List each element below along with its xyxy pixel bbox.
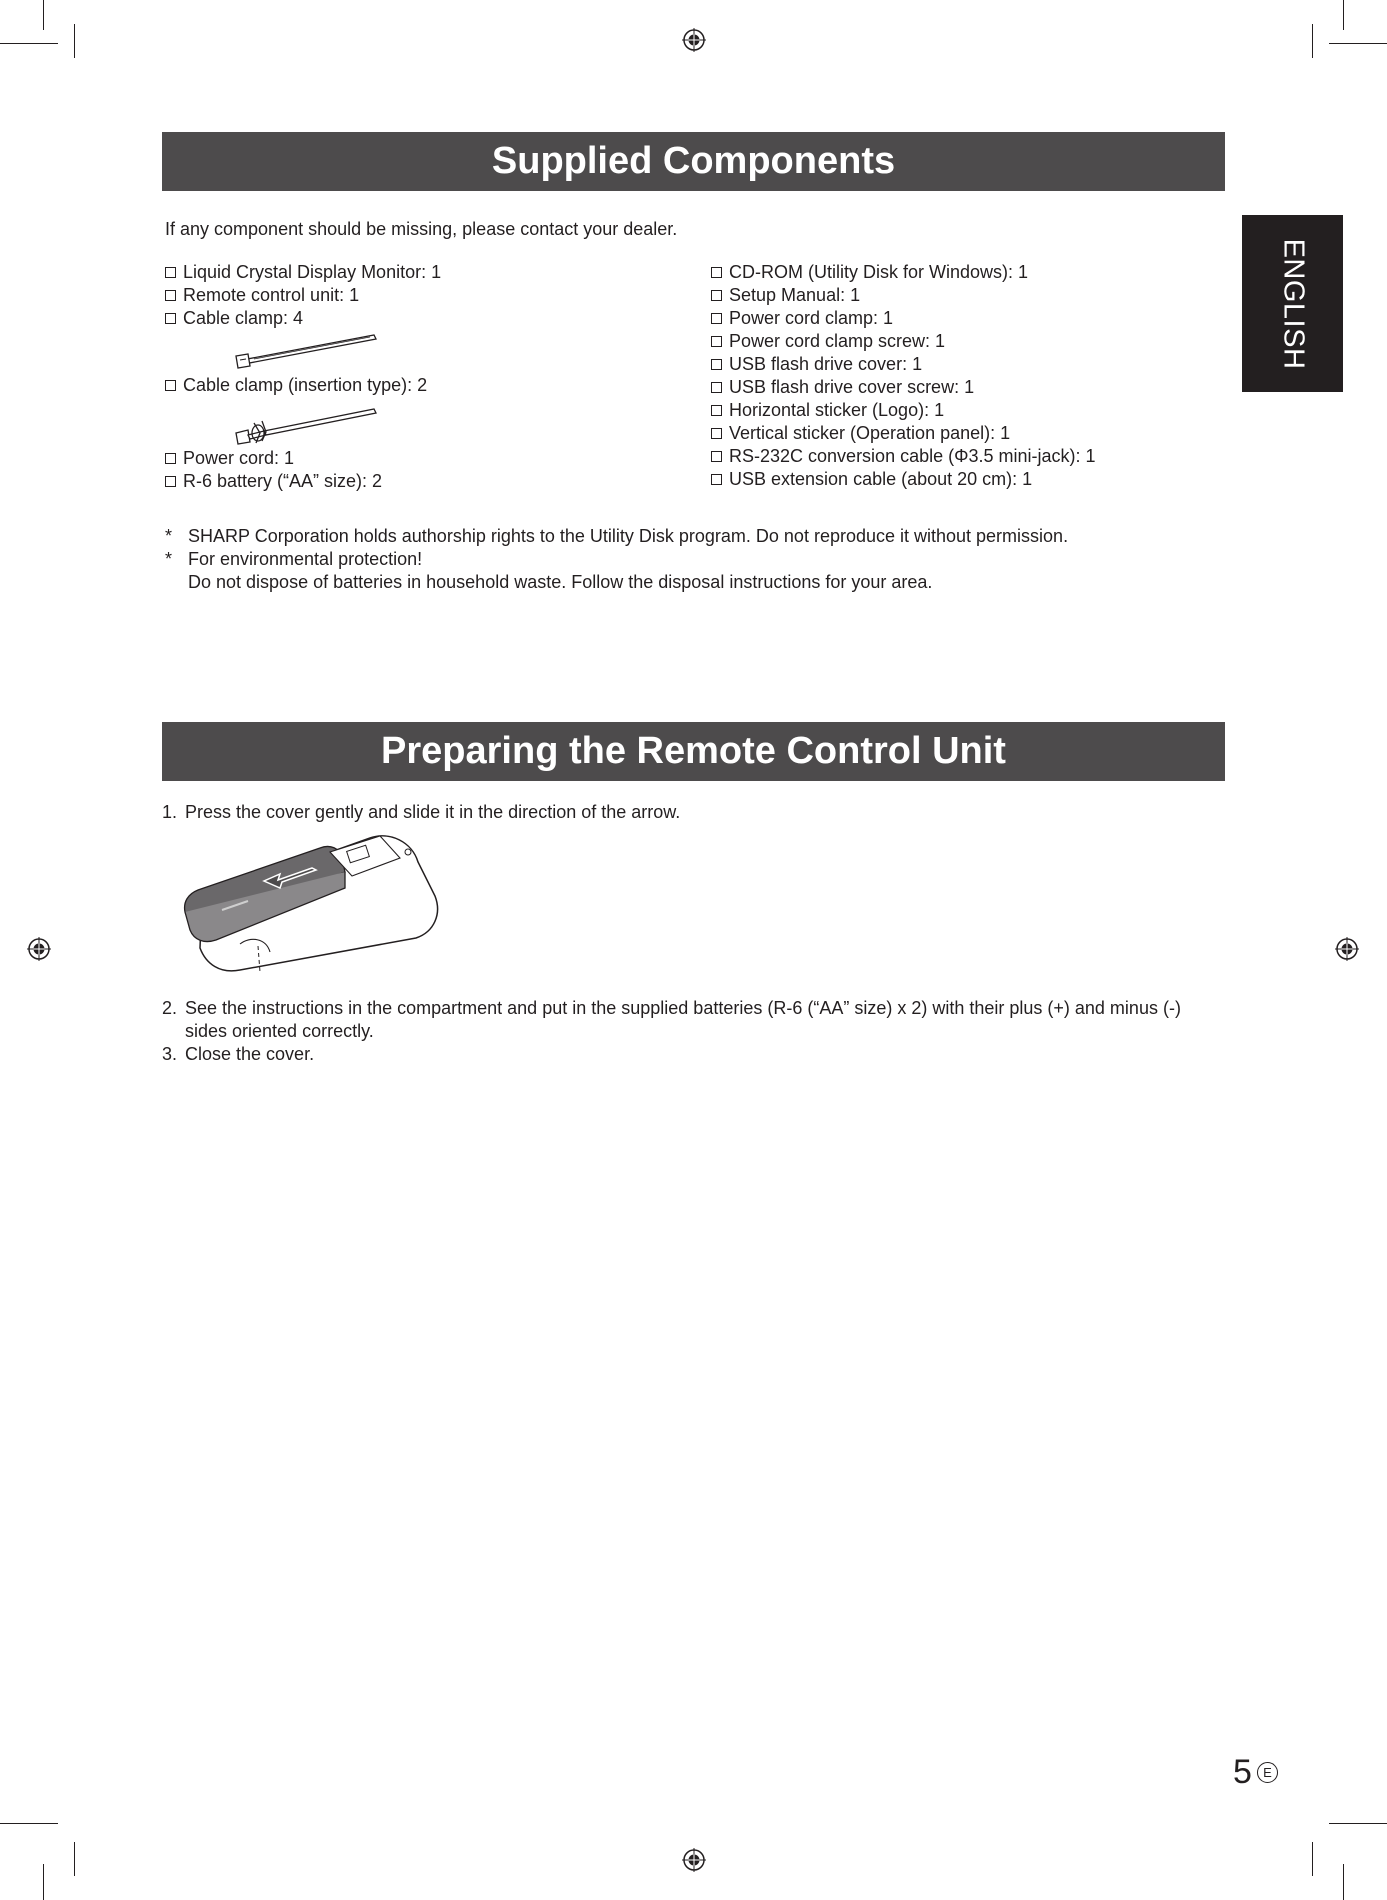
- checkbox-icon: [711, 382, 722, 393]
- language-tab: [1242, 215, 1343, 392]
- list-item: Power cord: 1: [165, 447, 382, 470]
- list-item: Setup Manual: 1: [711, 284, 1096, 307]
- checkbox-icon: [165, 267, 176, 278]
- list-item: R-6 battery (“AA” size): 2: [165, 470, 382, 493]
- page-number: [1233, 1752, 1278, 1792]
- crop-mark: [43, 0, 44, 30]
- crop-mark: [1343, 0, 1344, 30]
- crop-mark: [0, 43, 58, 44]
- page-language-badge: E: [1257, 1762, 1278, 1783]
- checkbox-icon: [711, 428, 722, 439]
- component-list-left-b: [165, 374, 427, 397]
- checkbox-icon: [711, 474, 722, 485]
- footnote-text: For environmental protection!: [188, 549, 423, 569]
- checkbox-icon: [711, 267, 722, 278]
- step-text: Close the cover.: [185, 1044, 315, 1064]
- crop-mark: [74, 24, 75, 58]
- list-item: Liquid Crystal Display Monitor: 1: [165, 261, 441, 284]
- checkbox-icon: [165, 313, 176, 324]
- section-title-supplied-components: Supplied Components: [162, 132, 1225, 191]
- list-item: Power cord clamp: 1: [711, 307, 1096, 330]
- list-item: Vertical sticker (Operation panel): 1: [711, 422, 1096, 445]
- remote-control-illustration: [180, 828, 445, 974]
- step-number: 2.: [162, 998, 178, 1018]
- crop-mark: [1343, 1864, 1344, 1900]
- step-number: 3.: [162, 1044, 178, 1064]
- cable-clamp-illustration: [234, 332, 380, 374]
- checkbox-icon: [711, 336, 722, 347]
- checkbox-icon: [165, 453, 176, 464]
- component-list-right: [711, 261, 1096, 491]
- list-item: Remote control unit: 1: [165, 284, 441, 307]
- list-item: RS-232C conversion cable (Φ3.5 mini-jack): 1: [711, 445, 1096, 468]
- crop-mark: [1312, 1842, 1313, 1876]
- footnote-marker: *: [165, 526, 173, 546]
- intro-text: If any component should be missing, please contact your dealer.: [165, 219, 678, 239]
- list-item: Horizontal sticker (Logo): 1: [711, 399, 1096, 422]
- footnote-text: SHARP Corporation holds authorship rights to the Utility Disk program. Do not reproduce it without permission.: [188, 526, 1069, 546]
- checkbox-icon: [711, 290, 722, 301]
- language-tab-label: ENGLISH: [1277, 238, 1309, 369]
- list-item: Cable clamp (insertion type): 2: [165, 374, 427, 397]
- checkbox-icon: [711, 405, 722, 416]
- insertion-cable-clamp-illustration: [234, 405, 380, 447]
- footnote-marker: *: [165, 549, 173, 569]
- step-text: See the instructions in the compartment and put in the supplied batteries (R-6 (“AA” size) x 2) with their plus (+) and minus (-): [185, 998, 1181, 1018]
- list-item: CD-ROM (Utility Disk for Windows): 1: [711, 261, 1096, 284]
- section-title-preparing-remote: Preparing the Remote Control Unit: [162, 722, 1225, 781]
- registration-mark-icon: [682, 28, 706, 52]
- component-list-left-a: [165, 261, 441, 330]
- crop-mark: [1329, 1823, 1387, 1824]
- crop-mark: [0, 1823, 58, 1824]
- crop-mark: [74, 1842, 75, 1876]
- step-text: Press the cover gently and slide it in the direction of the arrow.: [185, 802, 681, 822]
- list-item: Power cord clamp screw: 1: [711, 330, 1096, 353]
- step-text: sides oriented correctly.: [185, 1021, 374, 1041]
- checkbox-icon: [165, 380, 176, 391]
- checkbox-icon: [165, 476, 176, 487]
- crop-mark: [1329, 43, 1387, 44]
- list-item: Cable clamp: 4: [165, 307, 441, 330]
- page-number-value: 5: [1233, 1753, 1252, 1791]
- checkbox-icon: [711, 313, 722, 324]
- crop-mark: [1312, 24, 1313, 58]
- registration-mark-icon: [1335, 937, 1359, 961]
- list-item: USB extension cable (about 20 cm): 1: [711, 468, 1096, 491]
- list-item: USB flash drive cover screw: 1: [711, 376, 1096, 399]
- registration-mark-icon: [27, 937, 51, 961]
- registration-mark-icon: [682, 1848, 706, 1872]
- checkbox-icon: [711, 451, 722, 462]
- step-number: 1.: [162, 802, 178, 822]
- list-item: USB flash drive cover: 1: [711, 353, 1096, 376]
- component-list-left-c: [165, 447, 382, 493]
- footnote-text: Do not dispose of batteries in household waste. Follow the disposal instructions for your area.: [188, 572, 933, 592]
- checkbox-icon: [165, 290, 176, 301]
- checkbox-icon: [711, 359, 722, 370]
- crop-mark: [43, 1864, 44, 1900]
